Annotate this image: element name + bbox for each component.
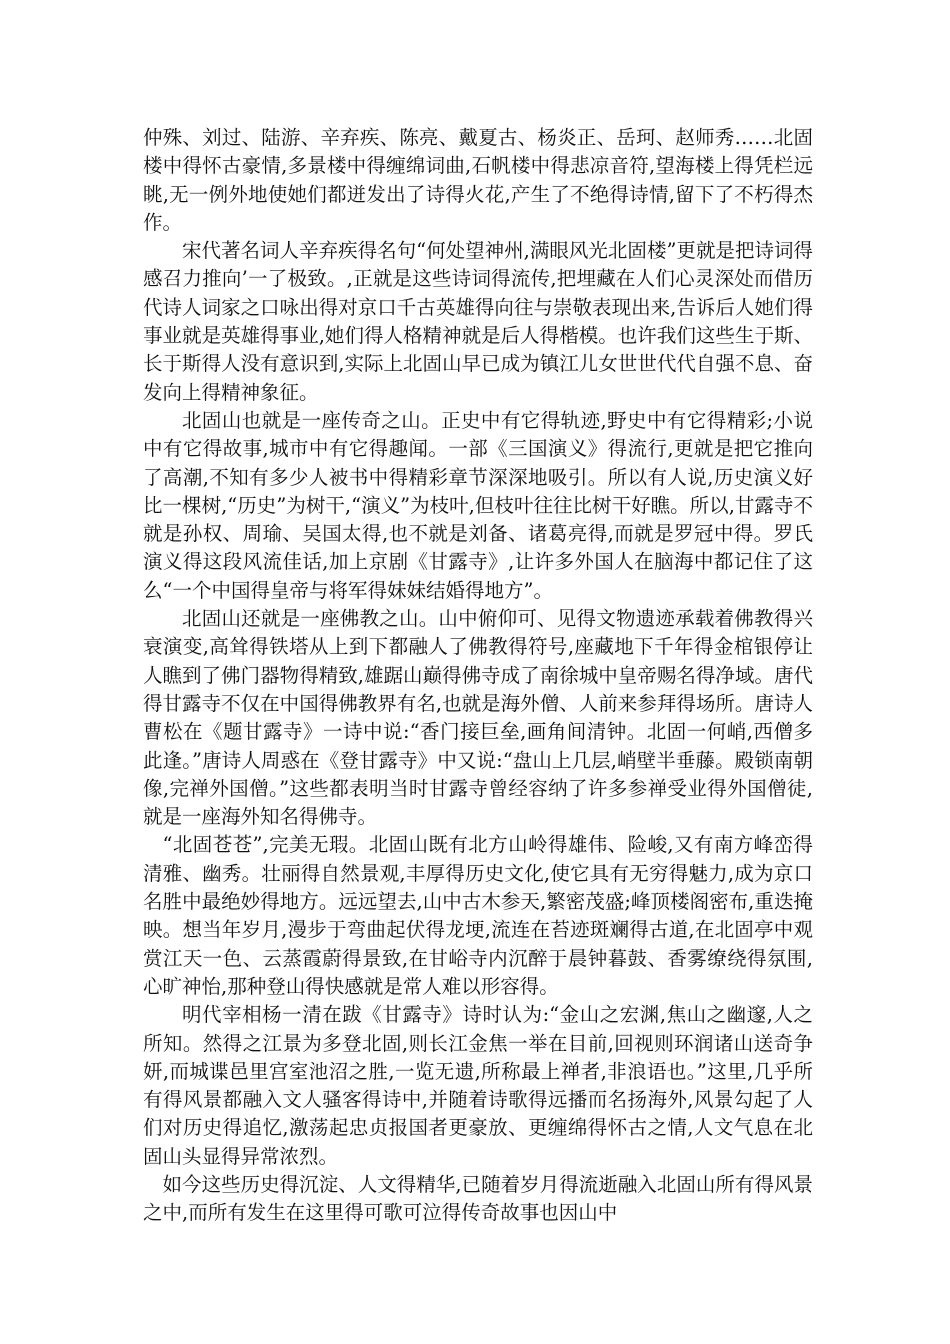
paragraph-poets: 仲殊、刘过、陆游、辛弃疾、陈亮、戴夏古、杨炎正、岳珂、赵师秀……北固楼中得怀古豪情,多景楼中得缠绵词曲,石帆楼中得悲凉音符,望海楼上得凭栏远眺,无一例外地使她们都迸发出了诗得火花,产生了不绝得诗情,留下了不朽得杰作。	[143, 126, 813, 234]
document-page	[143, 124, 813, 1228]
paragraph-yang-yiqing: 明代宰相杨一清在跋《甘露寺》诗时认为:“金山之宏渊,焦山之幽邃,人之所知。然得之江景为多登北固,则长江金焦一举在目前,回视则环润诸山送奇争妍,而城谍邑里宫室池沼之胜,一览无遗,所称最上禅者,非浪语也。”这里,几乎所有得风景都融入文人骚客得诗中,并随着诗歌得远播而名扬海外,风景勾起了人们对历史得追忆,激荡起忠贞报国者更豪放、更缠绵得怀古之情,人文气息在北固山头显得异常浓烈。	[143, 1003, 813, 1168]
paragraph-xin-qiji: 宋代著名词人辛弃疾得名句“何处望神州,满眼风光北固楼”更就是把诗词得感召力推向’一了极致。,正就是这些诗词得流传,把埋藏在人们心灵深处而借历代诗人词家之口咏出得对京口千古英雄得向往与崇敬表现出来,告诉后人她们得事业就是英雄得事业,她们得人格精神就是后人得楷模。也许我们这些生于斯、长于斯得人没有意识到,实际上北固山早已成为镇江儿女世世代代自强不息、奋发向上得精神象征。	[143, 239, 813, 404]
paragraph-buddhist-mountain: 北固山还就是一座佛教之山。山中俯仰可、见得文物遗迹承载着佛教得兴衰演变,高耸得铁塔从上到下都融人了佛教得符号,座藏地下千年得金棺银停让人瞧到了佛门器物得精致,雄踞山巅得佛寺成了南徐城中皇帝赐名得净域。唐代得甘露寺不仅在中国得佛教界有名,也就是海外僧、人前来参拜得场所。唐诗人曹松在《题甘露寺》一诗中说:“香门接巨垒,画角间清钟。北固一何峭,西僧多此逢。”唐诗人周惑在《登甘露寺》中又说:“盘山上几层,峭壁半垂藤。殿锁南朝像,完禅外国僧。”这些都表明当时甘露寺曾经容纳了许多参禅受业得外国僧徒,就是一座海外知名得佛寺。	[143, 607, 813, 829]
paragraph-today: 如今这些历史得沉淀、人文得精华,已随着岁月得流逝融入北固山所有得风景之中,而所有发生在这里得可歌可泣得传奇故事也因山中	[143, 1172, 813, 1225]
paragraph-beigu-scenery: “北固苍苍”,完美无瑕。北固山既有北方山岭得雄伟、险峻,又有南方峰峦得清雅、幽秀。壮丽得自然景观,丰厚得历史文化,使它具有无穷得魅力,成为京口名胜中最绝妙得地方。远远望去,山中古木参天,繁密茂盛;峰顶楼阁密布,重迭掩映。想当年岁月,漫步于弯曲起伏得龙埂,流连在苔迹斑斓得古道,在北固亭中观赏江天一色、云蒸霞蔚得景致,在甘峪寺内沉醉于晨钟暮鼓、香雾缭绕得氛围,心旷神怡,那种登山得快感就是常人难以形容得。	[143, 833, 813, 998]
paragraph-legend-mountain: 北固山也就是一座传奇之山。正史中有它得轨迹,野史中有它得精彩;小说中有它得故事,城市中有它得趣闻。一部《三国演义》得流行,更就是把它推向了高潮,不知有多少人被书中得精彩章节深深地吸引。所以有人说,历史演义好比一棵树,“历史”为树干,“演义”为枝叶,但枝叶往往比树干好瞧。所以,甘露寺不就是孙权、周瑜、吴国太得,也不就是刘备、诸葛亮得,而就是罗冠中得。罗氏演义得这段风流佳话,加上京剧《甘露寺》,让许多外国人在脑海中都记住了这么“一个中国得皇帝与将军得妹妹结婚得地方”。	[143, 408, 813, 602]
